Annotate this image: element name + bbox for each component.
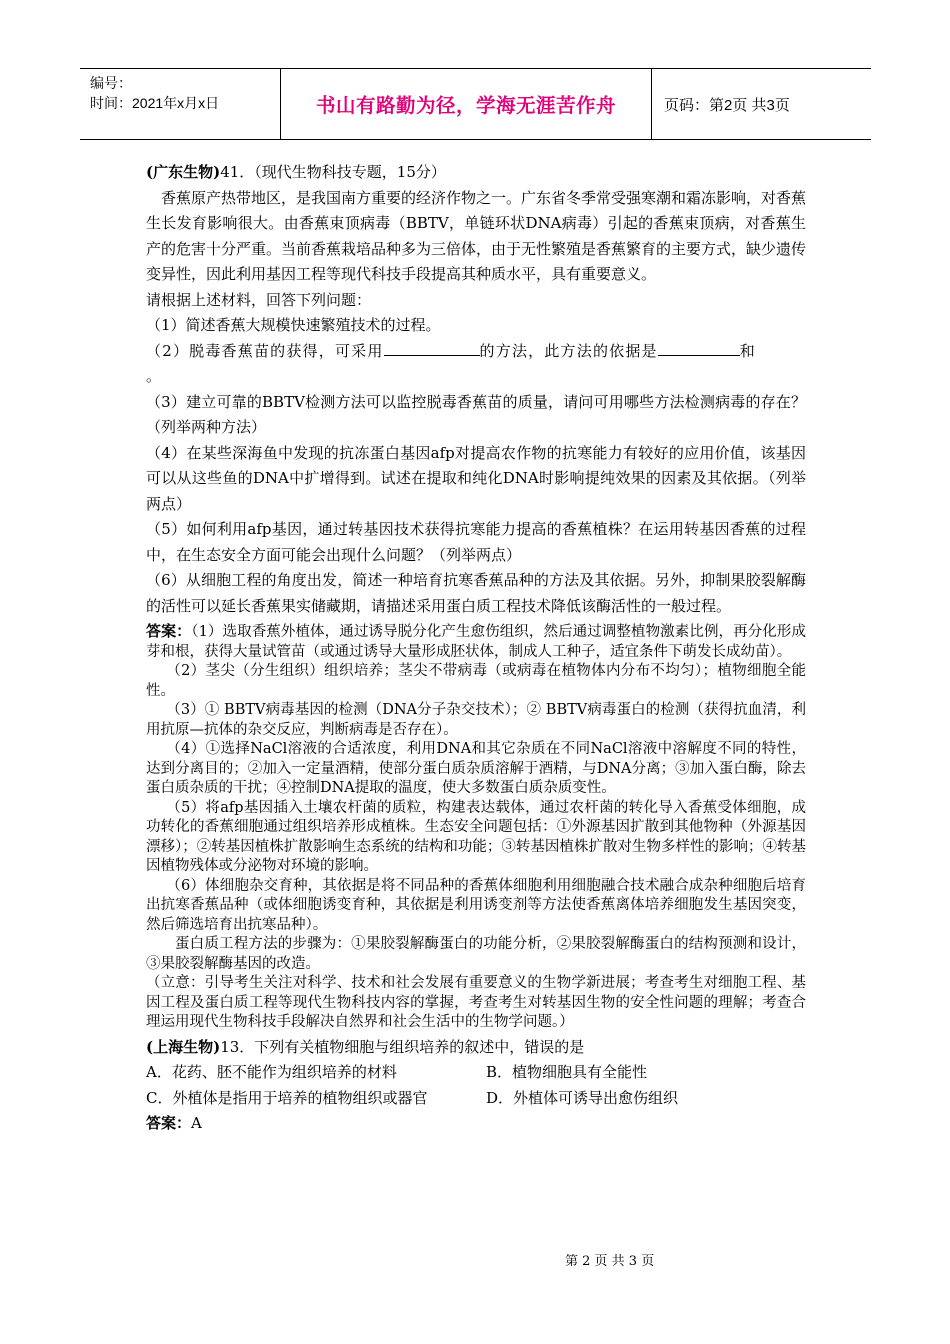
question-41-part-1: （1）简述香蕉大规模快速繁殖技术的过程。 (146, 316, 441, 334)
option-a: A．花药、胚不能作为组织培养的材料 (146, 1063, 397, 1081)
option-d: D．外植体可诱导出愈伤组织 (486, 1088, 679, 1107)
question-13-title: (上海生物)13．下列有关植物细胞与组织培养的叙述中，错误的是 (146, 1037, 585, 1056)
header-left-cell (80, 69, 280, 139)
option-c: C．外植体是指用于培养的植物组织或器官 (146, 1088, 428, 1107)
answer-5: （5）将afp基因插入土壤农杆菌的质粒，构建表达载体，通过农杆菌的转化导入香蕉受体细胞，成功转化的香蕉细胞通过组织培养形成植株。生态安全问题包括：①外源基因扩散到其他物种（外源基因漂移）；②转基因植株扩散影响生态系统的结构和功能；③转基因植株扩散对生物多样性的影响；④转基因植物残体或分泌物对环境的影响。 (146, 799, 806, 874)
header-motto-cell (280, 69, 652, 139)
page-header (80, 68, 871, 140)
answer-label: 答案： (146, 622, 192, 640)
answer-2: （2）茎尖（分生组织）组织培养；茎尖不带病毒（或病毒在植物体内分布不均匀）；植物细胞全能性。 (146, 663, 806, 699)
answer-note: （立意：引导考生关注对科学、技术和社会发展有重要意义的生物学新进展；考查考生对细胞工程、基因工程及蛋白质工程等现代生物科技内容的掌握，考查考生对转基因生物的安全性问题的理解；考查合理运用现代生物科技手段解决自然界和社会生活中的生物学问题。） (146, 975, 806, 1030)
question-source: (广东生物) (146, 163, 221, 181)
answer-6: （6）体细胞杂交育种，其依据是将不同品种的香蕉体细胞利用细胞融合技术融合成杂种细胞后培育出抗寒香蕉品种（或体细胞诱变育种，其依据是利用诱变剂等方法使香蕉离体培养细胞发生基因突变，然后筛选培育出抗寒品种）。 (146, 877, 806, 933)
answer-3: （3）① BBTV病毒基因的检测（DNA分子杂交技术）；② BBTV病毒蛋白的检测（获得抗血清，利用抗原—抗体的杂交反应，判断病毒是否存在）。 (146, 702, 806, 738)
question-13-answer: 答案：A (146, 1114, 202, 1132)
question-41-intro: 香蕉原产热带地区，是我国南方重要的经济作物之一。广东省冬季常受强寒潮和霜冻影响，对香蕉生长发育影响很大。由香蕉束顶病毒（BBTV，单链环状DNA病毒）引起的香蕉束顶病，对香蕉生产的危害十分严重。当前香蕉栽培品种多为三倍体，由于无性繁殖是香蕉繁育的主要方式，缺少遗传变异性，因此利用基因工程等现代科技手段提高其种质水平，具有重要意义。 (146, 188, 807, 283)
options-row-2 (146, 1086, 806, 1112)
question-41-part-4: （4）在某些深海鱼中发现的抗冻蛋白基因afp对提高农作物的抗寒能力有较好的应用价值，该基因可以从这些鱼的DNA中扩增得到。试述在提取和纯化DNA时影响提纯效果的因素及其依据。（列举两点） (146, 443, 806, 513)
answer-label: 答案： (146, 1114, 192, 1132)
time-label: 时间：2021年x月x日 (90, 95, 220, 111)
question-41-title: (广东生物)41．（现代生物科技专题，15分） (146, 163, 446, 181)
option-b: B．植物细胞具有全能性 (486, 1063, 648, 1081)
question-41-prompt: 请根据上述材料，回答下列问题： (146, 290, 372, 309)
answer-1: 答案：（1）选取香蕉外植体，通过诱导脱分化产生愈伤组织，然后通过调整植物激素比例，再分化形成芽和根，获得大量试管苗（或通过诱导大量形成胚状体，制成人工种子，适宜条件下萌发长成幼苗）。 (146, 622, 806, 660)
page-label: 页码：第2页 共3页 (664, 96, 790, 114)
options-row-1 (146, 1060, 806, 1086)
question-41-part-3: （3）建立可靠的BBTV检测方法可以监控脱毒香蕉苗的质量，请问可用哪些方法检测病毒的存在？（列举两种方法） (146, 392, 806, 436)
page-footer: 第 2 页 共 3 页 (565, 1254, 655, 1269)
question-41-part-2: （2）脱毒香蕉苗的获得，可采用 的方法，此方法的依据是 和 (146, 339, 806, 365)
question-41-part-5: （5）如何利用afp基因，通过转基因技术获得抗寒能力提高的香蕉植株？在运用转基因香蕉的过程中，在生态安全方面可能会出现什么问题？（列举两点） (146, 520, 806, 564)
answer-blank (658, 339, 740, 356)
answer-4: （4）①选择NaCl溶液的合适浓度，利用DNA和其它杂质在不同NaCl溶液中溶解度不同的特性，达到分离目的；②加入一定量酒精，使部分蛋白质杂质溶解于酒精，与DNA分离；③加入蛋白酶，除去蛋白质杂质的干扰；④控制DNA提取的温度，使大多数蛋白质杂质变性。 (146, 741, 806, 796)
answer-blank (384, 339, 480, 356)
motto: 书山有路勤为径，学海无涯苦作舟 (315, 95, 616, 117)
answer-7: 蛋白质工程方法的步骤为：①果胶裂解酶蛋白的功能分析，②果胶裂解酶蛋白的结构预测和设计，③果胶裂解酶基因的改造。 (146, 936, 806, 972)
header-page-cell (652, 69, 871, 139)
question-source: (上海生物) (146, 1037, 221, 1056)
code-label: 编号： (90, 75, 132, 91)
question-41-part-2-end: 。 (146, 367, 162, 385)
document-body (146, 160, 806, 1137)
question-41-part-6: （6）从细胞工程的角度出发，简述一种培育抗寒香蕉品种的方法及其依据。另外，抑制果胶裂解酶的活性可以延长香蕉果实储藏期，请描述采用蛋白质工程技术降低该酶活性的一般过程。 (146, 571, 806, 615)
